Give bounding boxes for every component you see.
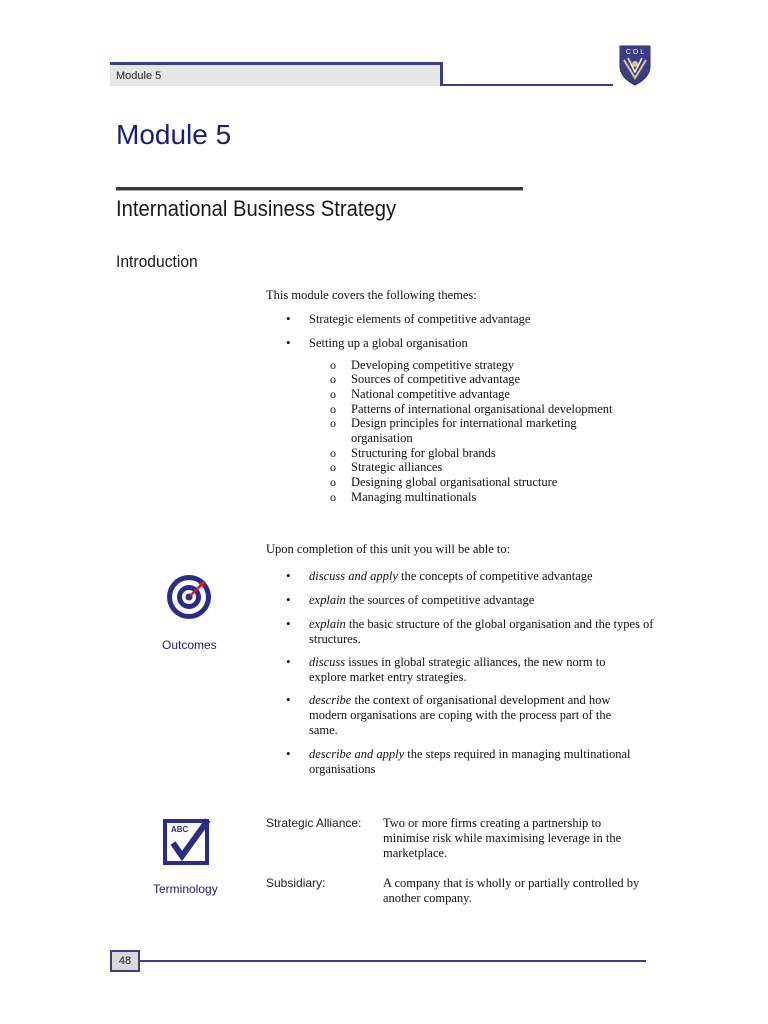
theme-item: Strategic elements of competitive advantage — [309, 312, 531, 326]
footer-rule — [140, 960, 646, 962]
target-icon — [165, 573, 213, 621]
term-definition: A company that is wholly or partially controlled by another company. — [383, 876, 640, 905]
bullet-icon: • — [286, 692, 291, 707]
outcome-text: the concepts of competitive advantage — [397, 569, 593, 583]
running-header — [110, 62, 443, 86]
outcome-item — [309, 747, 654, 777]
header-rule — [443, 84, 613, 86]
title-rule-shadow — [116, 190, 523, 191]
outcome-item — [309, 569, 654, 584]
bullet-icon: • — [286, 592, 291, 607]
outcome-verb: explain — [309, 617, 346, 631]
subtheme-item: National competitive advantage — [351, 387, 510, 401]
bullet-icon: • — [286, 335, 291, 350]
bullet-icon: • — [286, 616, 291, 631]
circle-bullet-icon: o — [330, 475, 336, 489]
outcome-verb: describe — [309, 693, 352, 707]
theme-item: Setting up a global organisation — [309, 336, 468, 350]
outcome-text: the context of organisational development and how modern organisations are coping with the process part of the same. — [309, 693, 612, 737]
checkbox-abc-icon — [162, 816, 214, 868]
subtheme-item: Design principles for international marketing organisation — [351, 416, 577, 445]
page-number: 48 — [118, 955, 132, 967]
outcomes-label: Outcomes — [162, 638, 217, 652]
intro-heading: Introduction — [116, 252, 198, 271]
outcome-text: the steps required in managing multinational organisations — [309, 747, 631, 776]
subtheme-item: Developing competitive strategy — [351, 358, 515, 372]
abc-text: ABC — [171, 825, 189, 834]
bullet-icon: • — [286, 746, 291, 761]
circle-bullet-icon: o — [330, 372, 336, 386]
circle-bullet-icon: o — [330, 402, 336, 416]
outcome-item — [309, 693, 639, 738]
module-title: Module 5 — [116, 119, 232, 150]
circle-bullet-icon: o — [330, 358, 336, 372]
circle-bullet-icon: o — [330, 446, 336, 460]
outcomes-intro: Upon completion of this unit you will be able to: — [266, 542, 511, 556]
term-label: Subsidiary: — [266, 876, 326, 890]
subtheme-item: Sources of competitive advantage — [351, 372, 521, 386]
term-definition: Two or more firms creating a partnership to minimise risk while maximising leverage in the marketplace. — [383, 816, 622, 860]
intro-paragraph: This module covers the following themes: — [266, 288, 477, 302]
bullet-icon: • — [286, 311, 291, 326]
col-crest-icon — [617, 44, 653, 86]
term-label: Strategic Alliance: — [266, 816, 362, 830]
circle-bullet-icon: o — [330, 460, 336, 474]
outcome-verb: describe and apply — [309, 747, 405, 761]
circle-bullet-icon: o — [330, 416, 336, 430]
outcome-text: the sources of competitive advantage — [345, 593, 535, 607]
circle-bullet-icon: o — [330, 490, 336, 504]
subtheme-item: Strategic alliances — [351, 460, 443, 474]
subtheme-item: Managing multinationals — [351, 490, 477, 504]
outcome-item — [309, 617, 654, 647]
outcome-verb: discuss — [309, 655, 346, 669]
outcome-verb: explain — [309, 593, 346, 607]
running-header-title: Module 5 — [116, 70, 162, 82]
page-number-box — [110, 950, 140, 972]
circle-bullet-icon: o — [330, 387, 336, 401]
outcome-item — [309, 655, 639, 685]
bullet-icon: • — [286, 654, 291, 669]
subtheme-item: Patterns of international organisational development — [351, 402, 613, 416]
subtheme-item: Designing global organisational structure — [351, 475, 558, 489]
outcome-text: the basic structure of the global organisation and the types of structures. — [309, 617, 654, 646]
outcome-verb: discuss and apply — [309, 569, 398, 583]
subtheme-item: Structuring for global brands — [351, 446, 496, 460]
section-title: International Business Strategy — [116, 196, 397, 221]
logo-lettering: C O L — [625, 49, 645, 56]
bullet-icon: • — [286, 568, 291, 583]
terminology-label: Terminology — [153, 882, 218, 896]
outcome-text: issues in global strategic alliances, the new norm to explore market entry strategies. — [309, 655, 606, 684]
outcome-item — [309, 593, 654, 608]
